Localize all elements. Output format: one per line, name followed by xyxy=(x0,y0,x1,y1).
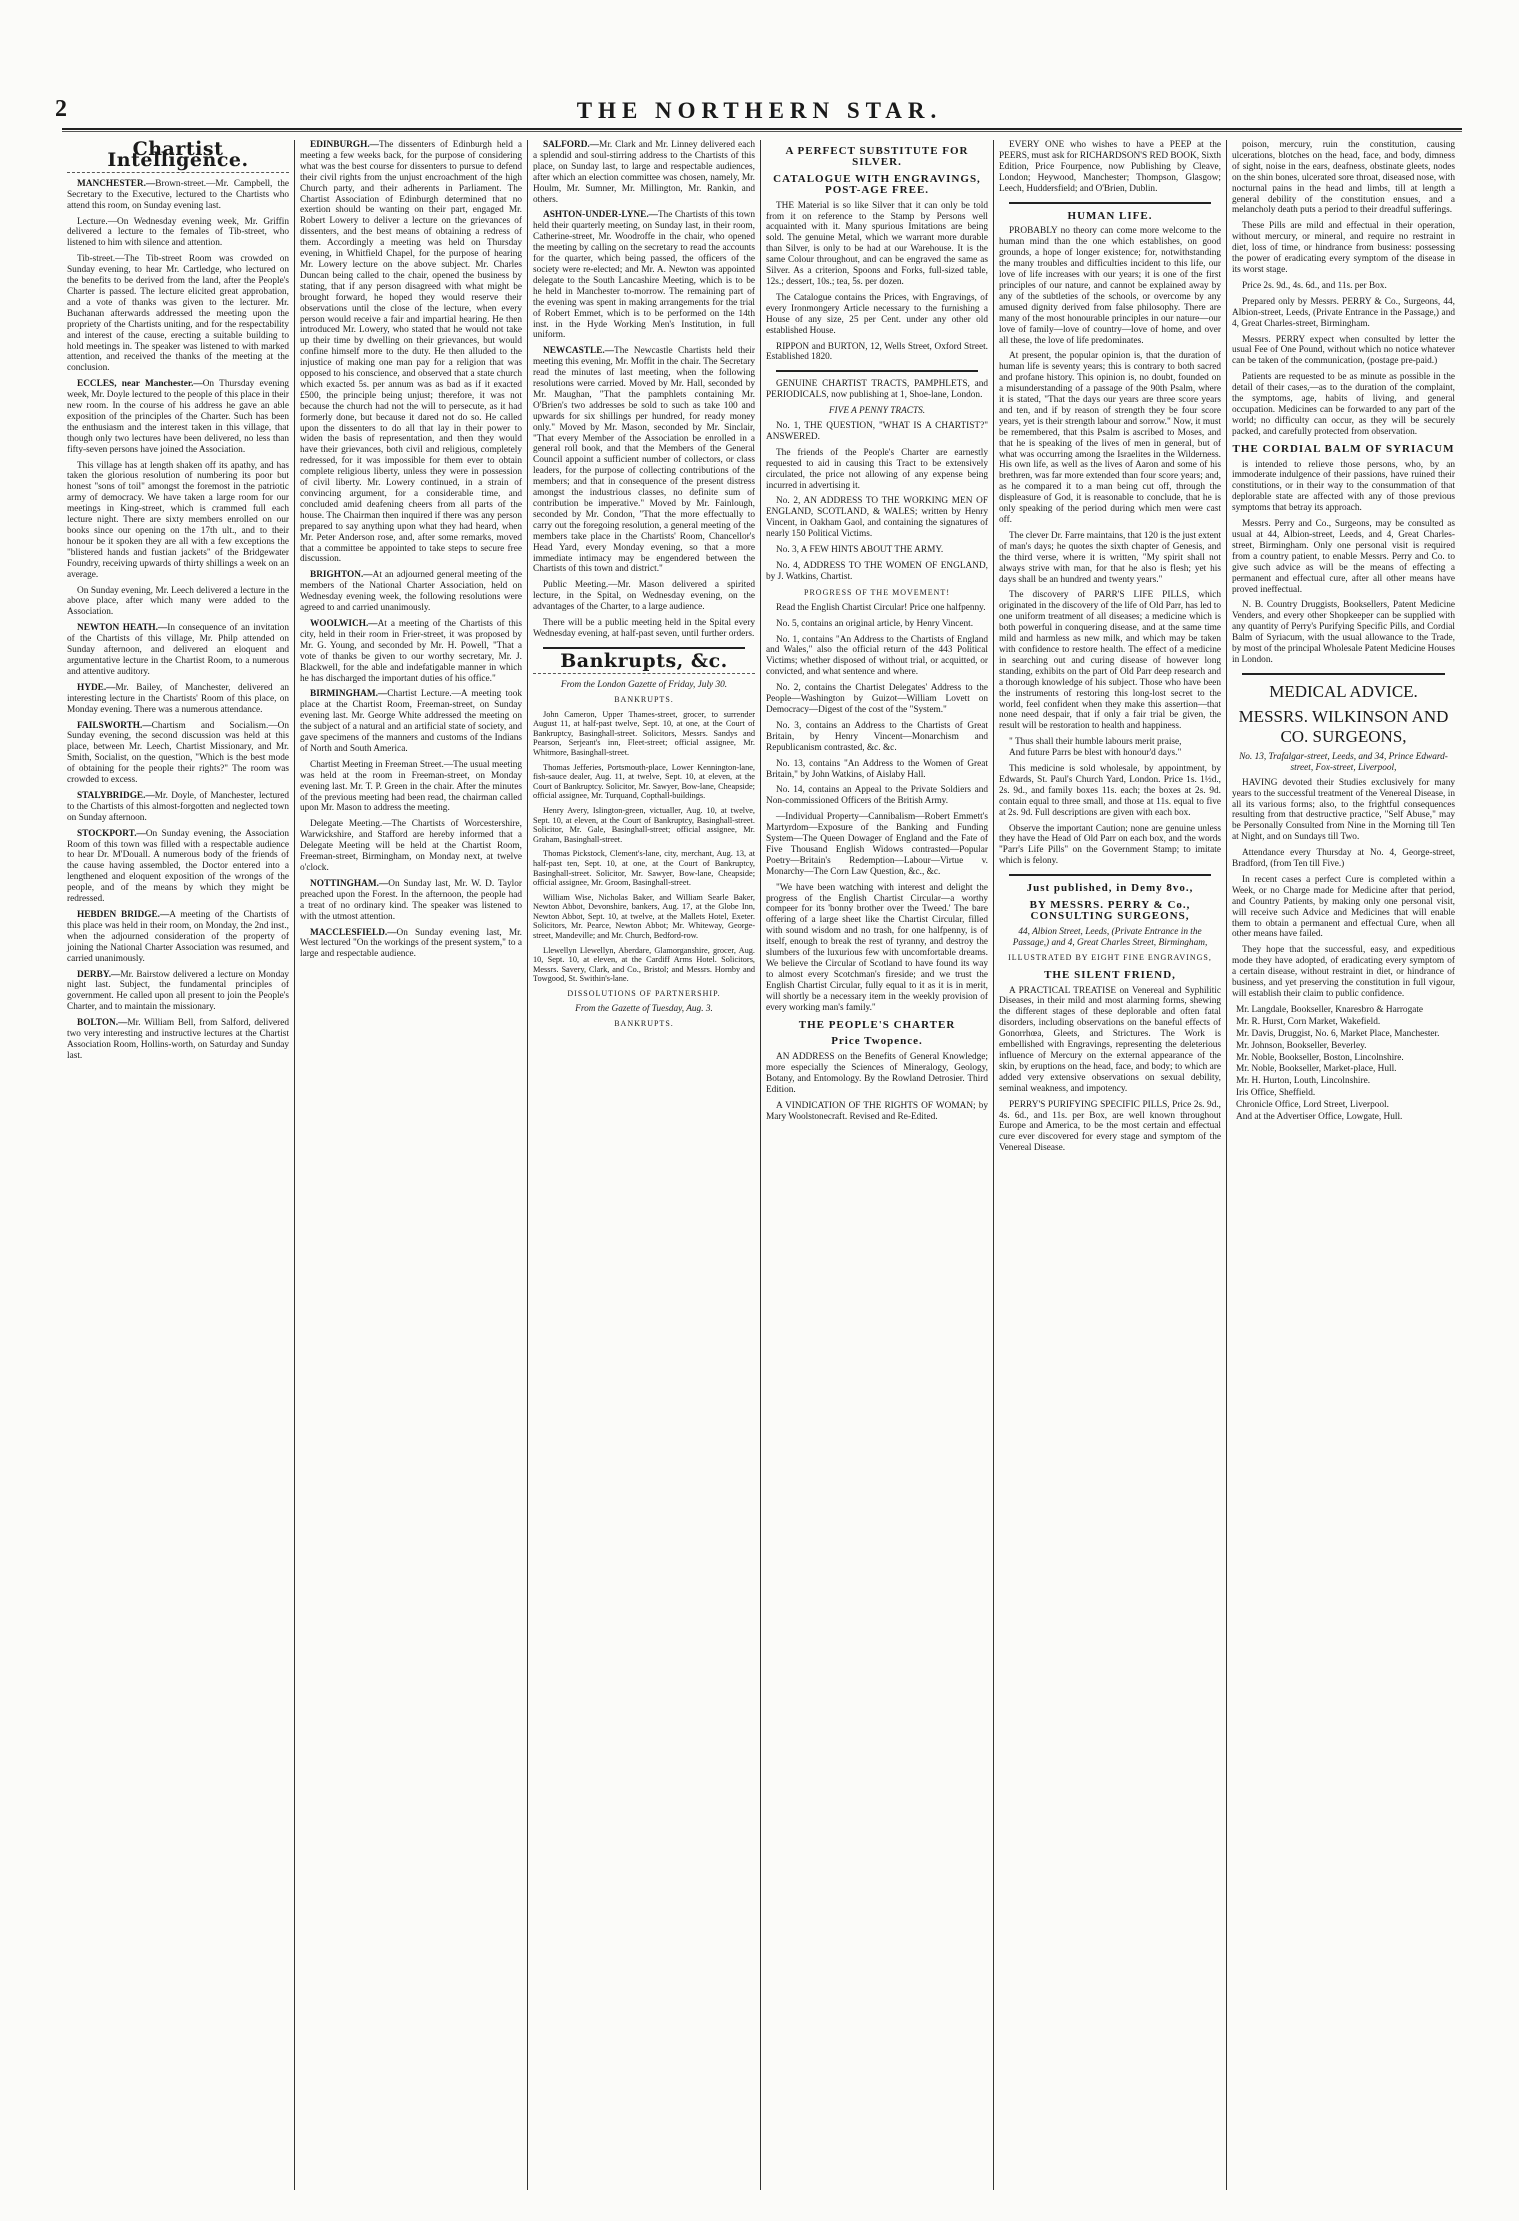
text: PROGRESS OF THE MOVEMENT! xyxy=(804,587,950,597)
text: "We have been watching with interest and delight the progress of the English Chartist Circular—a worthy compeer for its 'bonny brother over the Tweed.' The bare offering of a large sheet like the Chartist Circular, filled with sound wisdom and no trash, for one halfpenny, is of itself, enough to break the rest of tyranny, and destroy the slumbers of the luxurious few with uncomfortable dreams. We believe the Circular of Scotland to have found its way to almost every Scotchman's fireside; and we trust the English Chartist Circular, fully equal to it as it is in merit, will shortly be a necessary item in the weekly provision of every working man's family." xyxy=(766,882,988,1013)
section-heading xyxy=(766,588,988,599)
text: THE Material is so like Silver that it can only be told from it on reference to the Stamp by Persons well acquainted with it. Many spurious Imitations are being sold. The genuine Metal, which we warrant more durable than Silver, is only to be had at our Warehouse. It is the same Colour throughout, and can be engraved the same as Silver. As a criterion, Spoons and Forks, full-sized table, 12s.; dessert, 10s.; tea, 5s. per dozen. xyxy=(766,200,988,287)
article-paragraph xyxy=(999,226,1221,346)
text: THE CORDIAL BALM OF SYRIACUM xyxy=(1232,442,1455,455)
text: EVERY ONE who wishes to have a PEEP at the PEERS, must ask for RICHARDSON'S RED BOOK, Sixth Edition, Price Fourpence, now Publishing by Cleave, London; Heywood, Manchester; Thompson, Glasgow; Leech, Huddersfield; and O'Brien, Dublin. xyxy=(999,140,1221,194)
masthead-rule xyxy=(62,128,1462,132)
article-paragraph xyxy=(1232,281,1455,292)
text: Brown-street.—Mr. Campbell, the Secretary to the Executive, lectured to the Chartists who attend this room, on Sunday evening last. xyxy=(67,178,289,211)
article-paragraph xyxy=(300,928,522,961)
text: Mr. Noble, Bookseller, Market-place, Hull. xyxy=(1236,1064,1397,1075)
text: Iris Office, Sheffield. xyxy=(1236,1088,1316,1099)
text: No. 1, contains "An Address to the Chartists of England and Wales," also the official return of the 443 Political Victims; whether disposed of without trial, or acquitted, or convicted, and what sentence and where. xyxy=(766,634,988,678)
section-heading xyxy=(766,1036,988,1047)
text: BANKRUPTS. xyxy=(614,694,674,704)
text: AN ADDRESS on the Benefits of General Knowledge; more especially the Sciences of Mineralogy, Geology, Botany, and Entomology. By the Rowland Detrosier. Third Edition. xyxy=(766,1052,988,1096)
text: At a meeting of the Chartists of this city, held in their room in Frier-street, it was proposed by Mr. G. Young, and seconded by Mr. H. Powell, "That a vote of thanks be given to our worthy secretary, Mr. J. Blackwell, for the able and indefatigable manner in which he has discharged the important duties of his office." xyxy=(300,618,522,684)
text: This village has at length shaken off its apathy, and has taken the glorious resolution of numbering its poor but honest "sons of toil" amongst the foremost in the patriotic army of democracy. We have taken a large room for our meetings in King-street, which is crammed full each lecture night. There are sixty members enrolled on our books since our opening on the 17th ult., and to their honour be it spoken they are all with a few exceptions the "blistered hands and fustian jackets" of the Bridgewater Foundry, receiving upwards of thirty shillings a week on an average. xyxy=(67,460,289,580)
text: On Sunday evening last, Mr. West lectured "On the workings of the present system," to a large and respectable audience. xyxy=(300,927,522,960)
article-paragraph xyxy=(67,910,289,965)
section-heading xyxy=(533,1004,755,1015)
dateline: NOTTINGHAM.— xyxy=(310,878,389,889)
article-paragraph xyxy=(533,140,755,205)
dateline: ECCLES, near Manchester.— xyxy=(77,379,203,390)
newspaper-masthead: THE NORTHERN STAR. xyxy=(576,98,943,123)
text: Mr. Clark and Mr. Linney delivered each a splendid and soul-stirring address to the Chartists of this place, on Sunday last, to large and respectable audiences, after which an election committee was chosen, namely, Mr. Houlm, Mr. Sumner, Mr. Millington, Mr. Rankin, and others. xyxy=(533,140,755,205)
article-paragraph xyxy=(300,689,522,754)
section-divider xyxy=(1009,874,1211,876)
text: " Thus shall their humble labours merit praise, And future Parrs be blest with honour'd days." xyxy=(1009,737,1182,759)
article-paragraph xyxy=(67,461,289,581)
dateline: ASHTON-UNDER-LYNE.— xyxy=(543,210,658,221)
text: Messrs. Perry and Co., Surgeons, may be consulted as usual at 44, Albion-street, Leeds, and 4, Great Charles-street, Birmingham. Only one personal visit is required from a country patient, to enable Messrs. Perry and Co. to give such advice as will be the means of effecting a permanent and effectual cure, after all other means have proved ineffectual. xyxy=(1232,519,1455,595)
article-paragraph xyxy=(999,590,1221,732)
agent-list-item xyxy=(1232,1029,1455,1040)
text: Mr. Johnson, Bookseller, Beverley. xyxy=(1236,1040,1367,1051)
text: A meeting of the Chartists of this place was held in their room, on Monday, the 2nd inst., when the adjourned consideration of the property of joining the National Charter Association was resumed, and carried unanimously. xyxy=(67,910,289,964)
dateline: STOCKPORT.— xyxy=(77,828,146,839)
article-paragraph xyxy=(67,683,289,716)
article-paragraph xyxy=(533,580,755,613)
text: On Sunday last, Mr. W. D. Taylor preached upon the Forest. In the afternoon, the people had a treat of no ordinary kind. The speaker was listened to with the utmost attention. xyxy=(300,878,522,922)
article-paragraph xyxy=(766,342,988,364)
dateline: WOOLWICH.— xyxy=(310,618,378,629)
text: Chartist Lecture.—A meeting took place at the Chartist Room, Freeman-street, on Sunday evening last. Mr. George White addressed the meeting on the subject of a natural and an artificial state of society, and gave specimens of the manners and customs of the Indians of North and South America. xyxy=(300,689,522,754)
dateline: NEWTON HEATH.— xyxy=(77,623,168,634)
section-heading xyxy=(999,970,1221,981)
section-heading xyxy=(766,406,988,417)
article-paragraph xyxy=(766,1101,988,1123)
article-paragraph xyxy=(766,201,988,288)
article-paragraph xyxy=(1232,600,1455,665)
text: From the London Gazette of Friday, July 30. xyxy=(560,679,728,690)
article-paragraph xyxy=(300,619,522,684)
text: Chartist Meeting in Freeman Street.—The usual meeting was held at the room in Freeman-street, on Monday evening last. Mr. T. P. Green in the chair. After the minutes of the previous meeting had been read, the chairman called upon Mr. Mason to address the meeting. xyxy=(300,759,522,814)
text: Messrs. PERRY expect when consulted by letter the usual Fee of One Pound, without which no notice whatever can be taken of the communication, (postage pre-paid.) xyxy=(1232,334,1455,367)
text: GENUINE CHARTIST TRACTS, PAMPHLETS, and PERIODICALS, now publishing at 1, Shoe-lane, London. xyxy=(766,379,988,401)
dateline: MANCHESTER.— xyxy=(77,178,156,189)
column-4 xyxy=(761,140,994,2190)
text: Public Meeting.—Mr. Mason delivered a spirited lecture, in the Spital, on Wednesday evening, on the advantages of the Charter, to a large audience. xyxy=(533,580,755,613)
section-heading xyxy=(533,989,755,1000)
article-paragraph xyxy=(533,618,755,640)
text: BANKRUPTS. xyxy=(614,1018,674,1028)
dashed-divider xyxy=(67,172,289,173)
article-paragraph xyxy=(1232,519,1455,595)
article-paragraph xyxy=(67,970,289,1014)
article-paragraph xyxy=(67,1018,289,1062)
article-paragraph xyxy=(766,496,988,540)
text: On Sunday evening, Mr. Leech delivered a lecture in the above place, after which many were added to the Association. xyxy=(67,585,289,618)
article-paragraph xyxy=(533,806,755,844)
text: The friends of the People's Charter are earnestly requested to aid in causing this Tract to be extensively circulated, the price not allowing of any expense being incurred in advertising it. xyxy=(766,447,988,491)
text: FIVE A PENNY TRACTS. xyxy=(828,406,926,417)
article-paragraph xyxy=(1232,335,1455,368)
text: Chartist Intelligence. xyxy=(107,140,249,171)
article-paragraph xyxy=(300,819,522,874)
text: Llewellyn Llewellyn, Aberdare, Glamorganshire, grocer, Aug. 10, Sept. 10, at eleven, at the Cardiff Arms Hotel. Solicitors, Messrs. Savery, Clark, and Co., Bristol; and Messrs. Hornby and Towgood, St. Swithin's-lane. xyxy=(533,945,755,984)
text: PERRY'S PURIFYING SPECIFIC PILLS, Price 2s. 9d., 4s. 6d., and 11s. per Box, are well known throughout Europe and America, to be the most certain and effectual cure ever discovered for every stage and symptom of the Venereal Disease. xyxy=(999,1099,1221,1154)
section-divider xyxy=(543,647,745,649)
dateline: HYDE.— xyxy=(77,682,116,693)
article-paragraph xyxy=(300,570,522,614)
section-divider xyxy=(776,370,978,372)
agent-list-item xyxy=(1232,1041,1455,1052)
article-paragraph xyxy=(1232,778,1455,843)
text: William Wise, Nicholas Baker, and William Searle Baker, Newton Abbot, Devonshire, bankers, Aug. 17, at the Globe Inn, Newton Abbot, Sept. 10, at twelve, at the Mallets Hotel, Exeter. Solicitors, Mr. Pearce, Newton Abbot; Mr. Whiteway, George-street, Mandeville; and Mr. Church, Bedford-row. xyxy=(533,892,755,941)
text: Thomas Pickstock, Clement's-lane, city, merchant, Aug. 13, at half-past ten, Sept. 10, at one, at the Court of Bankruptcy, Basinghall-street. Solicitor, Mr. Sawyer, Bow-lane, Cheapside; official assignee, Mr. Groom, Basinghall-street. xyxy=(533,849,755,888)
text: No. 13, Trafalgar-street, Leeds, and 34, Prince Edward-street, Fox-street, Liverpool, xyxy=(1239,751,1448,773)
article-paragraph xyxy=(766,379,988,401)
dateline: BRIGHTON.— xyxy=(310,570,373,581)
article-paragraph xyxy=(533,346,755,575)
column-2 xyxy=(295,140,528,2190)
article-paragraph xyxy=(533,210,755,341)
text: No. 14, contains an Appeal to the Private Soldiers and Non-commissioned Officers of the British Army. xyxy=(766,785,988,807)
text: No. 4, ADDRESS TO THE WOMEN OF ENGLAND, by J. Watkins, Chartist. xyxy=(766,561,988,582)
agent-list-item xyxy=(1232,1076,1455,1087)
text: And at the Advertiser Office, Lowgate, Hull. xyxy=(1236,1112,1403,1123)
article-paragraph xyxy=(300,879,522,923)
article-paragraph xyxy=(1232,372,1455,437)
article-paragraph xyxy=(766,603,988,614)
text: Mr. H. Hurton, Louth, Lincolnshire. xyxy=(1236,1076,1371,1087)
text: On Sunday evening, the Association Room of this town was filled with a respectable audience to hear Dr. M'Douall. A numerous body of the friends of the cause having assembled, the Doctor entered into a lengthened and eloquent exposition of the wrongs of the people, and of the means by which they might be redressed. xyxy=(67,828,289,905)
text: Price Twopence. xyxy=(831,1035,923,1048)
text: The clever Dr. Farre maintains, that 120 is the just extent of man's days; he quotes the sixth chapter of Genesis, and the third verse, where it is written, "My spirit shall not always strive with man, for that he also is flesh; yet his days shall be an hundred and twenty years." xyxy=(999,530,1221,585)
text: There will be a public meeting held in the Spital every Wednesday evening, at half-past seven, until further orders. xyxy=(533,618,755,639)
section-heading xyxy=(766,146,988,168)
article-paragraph xyxy=(67,791,289,824)
text: is intended to relieve those persons, who, by an immoderate indulgence of their passions, have ruined their constitutions, or in their way to the consummation of that deplorable state are affected with any of those previous symptoms that betray its approach. xyxy=(1232,459,1455,514)
agent-list-item xyxy=(1232,1100,1455,1111)
text: Just published, in Demy 8vo., xyxy=(1026,882,1194,895)
article-paragraph xyxy=(999,824,1221,868)
text: Chronicle Office, Lord Street, Liverpool. xyxy=(1236,1100,1389,1111)
text: In consequence of an invitation of the Chartists of this village, Mr. Philp attended on Sunday afternoon, and delivered an eloquent and argumentative lecture in the Chartist Room, to a numerous and attentive auditory. xyxy=(67,623,289,677)
article-paragraph xyxy=(999,1100,1221,1155)
text: In recent cases a perfect Cure is completed within a Week, or no Charge made for Medicine after that period, and Country Patients, by making only one personal visit, will receive such Advice and Medicines that will enable them to obtain a permanent and effectual Cure, when all other means have failed. xyxy=(1232,874,1455,940)
section-heading xyxy=(67,140,289,171)
article-paragraph xyxy=(300,760,522,815)
agent-list-item xyxy=(1232,1053,1455,1064)
text: Read the English Chartist Circular! Price one halfpenny. xyxy=(776,602,986,613)
text: THE SILENT FRIEND, xyxy=(1044,968,1176,981)
text: Thomas Jefferies, Portsmouth-place, Lower Kennington-lane, fish-sauce dealer, Aug. 11, at twelve, Sept. 10, at eleven, at the Court of Bankruptcy. Solicitor, Mr. Sawyer, Bow-lane, Cheapside; official assignee, Mr. Turquand, Copthall-buildings. xyxy=(533,762,755,801)
section-heading xyxy=(999,927,1221,949)
text: Prepared only by Messrs. PERRY & Co., Surgeons, 44, Albion-street, Leeds, (Private Entrance in the Passage,) and 4, Great Charles-street, Birmingham. xyxy=(1232,296,1455,329)
section-heading xyxy=(766,174,988,196)
article-paragraph xyxy=(766,883,988,1014)
text: At present, the popular opinion is, that the duration of human life is seventy years; this is contrary to both sacred and profane history. This opinion is, no doubt, founded on a misunderstanding of a passage of the 90th Psalm, where it is stated, "That the days our years are three score years and ten, and if by reason of strength they be four score years, yet is their strength labour and sorrow." Now, it must be remembered, that this Psalm is ascribed to Moses, and that he is speaking of the lives of men in general, but of what was occurring among the Israelites in the Wilderness. His own life, as well as the lives of Aaron and some of his brethren, was far more extended than four score years; and, as he compared it to a man being cut off, through the displeasure of God, it is reasonable to conclude, that he is only speaking of the period during which men were cast off. xyxy=(999,351,1221,525)
dateline: MACCLESFIELD.— xyxy=(310,927,397,938)
text: Mr. Bairstow delivered a lecture on Monday night last. Subject, the fundamental principles of government. He called upon all present to join the People's Charter, and to maintain the missionary. xyxy=(67,969,289,1013)
text: 44, Albion Street, Leeds, (Private Entrance in the Passage,) and 4, Great Charles Street, Birmingham, xyxy=(1012,926,1208,948)
text: PROBABLY no theory can come more welcome to the human mind than the one which establishes, on good grounds, a hope of longer existence; for, notwithstanding the many troubles and difficulties incident to this life, our love of life increases with our years; it is one of the first principles of our nature, and cannot be explained away by any of the subtleties of the schools, or overcome by any amused dignity derived from false philosophy. There are many of the most honourable principles in our nature—our love of family—love of country—love of home, and over all these, the love of life predominates. xyxy=(999,226,1221,346)
text: Mr. Bailey, of Manchester, delivered an interesting lecture in the Chartists' Room of this place, on Monday evening. There was a numerous attendance. xyxy=(67,682,289,715)
text: Mr. Noble, Bookseller, Boston, Lincolnshire. xyxy=(1236,1052,1404,1063)
article-paragraph xyxy=(999,764,1221,819)
article-paragraph xyxy=(1232,945,1455,1000)
article-paragraph xyxy=(766,619,988,630)
agent-list-item xyxy=(1232,1064,1455,1075)
section-heading xyxy=(533,680,755,691)
agent-list-item xyxy=(1232,1017,1455,1028)
text: Observe the important Caution; none are genuine unless they have the Head of Old Parr on each box, and the words "Parr's Life Pills" on the Government Stamp; to imitate which is felony. xyxy=(999,823,1221,867)
dateline: EDINBURGH.— xyxy=(310,140,379,150)
text: John Cameron, Upper Thames-street, grocer, to surrender August 11, at half-past twelve, Sept. 10, at one, at the Court of Bankruptcy, Basinghall-street. Solicitors, Messrs. Sandys and Pearson, Serjeant's inn, Fleet-street; official assignee, Mr. Whitmore, Basinghall-street. xyxy=(533,709,755,757)
text: Mr. Doyle, of Manchester, lectured to the Chartists of this almost-forgotten and neglected town on Sunday afternoon. xyxy=(67,790,289,823)
article-paragraph xyxy=(766,545,988,556)
text: The Chartists of this town held their quarterly meeting, on Sunday last, in their room, Catherine-street, Mr. Woodroffe in the chair, who opened the meeting by calling on the secretary to read the accounts for the quarter, which being passed, the officers of the society were re-elected; and Mr. A. Newton was appointed delegate to the South Lancashire Meeting, which is to be he held in Manchester to-morrow. The remaining part of the evening was spent in making arrangements for the trial of Robert Emmet, which is to be performed on the 14th inst. in the Hyde Working Men's Institution, in full uniform. xyxy=(533,210,755,341)
section-heading xyxy=(999,211,1221,222)
text: Lecture.—On Wednesday evening week, Mr. Griffin delivered a lecture to the females of Tib-street, who listened to him with silence and attention. xyxy=(67,216,289,249)
text: The dissenters of Edinburgh held a meeting a few weeks back, for the purpose of considering what was the best course for dissenters to pursue to defend their civil rights from the unjust encroachment of the high Church party, and their adherents in Parliament. The Chartist Association of Edinburgh determined that no exertion should be wanting on their part, engaged Mr. Robert Lowery to deliver a lecture on the grievances of dissenters, and the best means of obtaining a redress of them. Accordingly a meeting was held on Thursday evening, in Whitfield Chapel, for the purpose of hearing Mr. Lowery lecture on the above subject. Mr. Charles Duncan being called to the chair, opened the business by stating, that if any person disagreed with what might be brought forward, he hoped they would reserve their observations until the close of the lecture, when every person would receive a fair and impartial hearing. He then introduced Mr. Lowery, who stated that he would not take up their time by dwelling on their grievances, but would confine himself more to the duty. He then alluded to the injustice of making one man pay for a religion that was opposed to his conscience, and observed that a state church which exacted 5s. per annum was as bad as if it exacted £500, the principle being unjust; therefore, it was not because the church had not the will to persecute, as it had formerly done, but because it dared not do so. He called upon the dissenters to do all that lay in their power to widen the basis of representation, and then they would have their grievances, both civil and religious, completely redressed, for it was impossible for them ever to obtain complete religious liberty, unless they were in possession of civil liberty. Mr. Lowery continued, in a strain of convincing argument, for a considerable time, and concluded amid deafening cheers from all parts of the house. The Chairman then inquired if there was any person prepared to say anything upon what they had heard, when Mr. Peter Anderson rose, and, after some remarks, moved that a committee be appointed to take steps to secure free discussion. xyxy=(300,140,522,565)
section-heading xyxy=(533,649,755,672)
column-6 xyxy=(1227,140,1460,2190)
article-paragraph xyxy=(766,561,988,583)
text: No. 2, contains the Chartist Delegates' Address to the People—Washington by Guizot—William Lovett on Democracy—Digest of the cost of the "System." xyxy=(766,683,988,715)
text: Mr. R. Hurst, Corn Market, Wakefield. xyxy=(1236,1016,1381,1027)
article-paragraph xyxy=(1232,875,1455,940)
dateline: STALYBRIDGE.— xyxy=(77,790,155,801)
text: Mr. Davis, Druggist, No. 6, Market Place, Manchester. xyxy=(1236,1028,1440,1039)
article-paragraph xyxy=(999,351,1221,526)
article-paragraph xyxy=(766,759,988,781)
section-divider xyxy=(1242,673,1445,675)
agent-list-item xyxy=(1232,1112,1455,1123)
article-paragraph xyxy=(533,893,755,941)
text: Tib-street.—The Tib-street Room was crowded on Sunday evening, to hear Mr. Cartledge, who lectured on the benefits to be derived from the land, after the People's Charter is passed. The lecture elicited great approbation, and a vote of thanks was given to the lecturer. Mr. Buchanan afterwards addressed the meeting upon the propriety of the Chartists uniting, and for the respectability and interest of the cause, erecting a suitable building to hold meetings in. The speaker was listened to with marked attention, and received the thanks of the meeting at the conclusion. xyxy=(67,254,289,374)
text: They hope that the successful, easy, and expeditious mode they have adopted, of eradicating every symptom of a certain disease, without restraint in diet, or hindrance of business, and yet preserving the constitution in full vigour, will establish their claim to public confidence. xyxy=(1232,945,1455,999)
text: CATALOGUE WITH ENGRAVINGS, POST-AGE FREE. xyxy=(773,172,981,196)
text: MEDICAL ADVICE. xyxy=(1269,681,1418,701)
section-heading xyxy=(533,695,755,706)
article-paragraph xyxy=(999,140,1221,195)
text: No. 1, THE QUESTION, "WHAT IS A CHARTIST?" ANSWERED. xyxy=(766,421,988,442)
article-paragraph xyxy=(67,721,289,786)
article-paragraph xyxy=(766,421,988,443)
text: No. 3, A FEW HINTS ABOUT THE ARMY. xyxy=(776,545,944,556)
text: N. B. Country Druggists, Booksellers, Patent Medicine Venders, and every other Shopkeeper can be supplied with any quantity of Perry's Purifying Specific Pills, and Cordial Balm of Syriacum, with the usual allowance to the Trade, by most of the principal Wholesale Patent Medicine Houses in London. xyxy=(1232,600,1455,665)
section-heading xyxy=(1232,444,1455,455)
text: Chartism and Socialism.—On Sunday evening, the second discussion was held at this place, between Mr. Leech, Chartist Missionary, and Mr. Smith, Socialist, on the question, "Which is the best mode of obtaining for the people their rights?" The room was crowded to excess. xyxy=(67,720,289,786)
article-paragraph xyxy=(999,986,1221,1095)
article-paragraph xyxy=(533,710,755,758)
text: The Catalogue contains the Prices, with Engravings, of every Ironmongery Article necessary to the furnishing a House of any size, 25 per Cent. under any other old established House. xyxy=(766,292,988,336)
text: A PERFECT SUBSTITUTE FOR SILVER. xyxy=(785,145,969,168)
section-divider xyxy=(1009,202,1211,204)
text: No. 5, contains an original article, by Henry Vincent. xyxy=(776,618,974,629)
dateline: SALFORD.— xyxy=(543,140,600,150)
article-paragraph xyxy=(533,763,755,801)
text: A VINDICATION OF THE RIGHTS OF WOMAN; by Mary Woolstonecraft. Revised and Re-Edited. xyxy=(766,1100,988,1122)
article-paragraph xyxy=(533,946,755,984)
text: No. 3, contains an Address to the Chartists of Great Britain, by Henry Vincent—Monarchism and Republicanism contrasted, &c. &c. xyxy=(766,720,988,753)
article-paragraph xyxy=(67,379,289,455)
article-paragraph xyxy=(1232,221,1455,276)
article-paragraph xyxy=(999,531,1221,586)
dateline: FAILSWORTH.— xyxy=(77,720,152,731)
article-paragraph xyxy=(533,849,755,887)
text: MESSRS. WILKINSON AND CO. SURGEONS, xyxy=(1238,706,1449,746)
article-paragraph xyxy=(766,1052,988,1096)
article-paragraph xyxy=(67,254,289,374)
text: Patients are requested to be as minute as possible in the detail of their cases,—as to the duration of the complaint, the symptoms, age, habits of living, and general occupation. Medicines can be forwarded to any part of the world; no difficulty can occur, as they will be securely packed, and carefully protected from observation. xyxy=(1232,372,1455,437)
dateline: BOLTON.— xyxy=(77,1018,128,1029)
text: DISSOLUTIONS OF PARTNERSHIP. xyxy=(567,989,721,999)
text: The discovery of PARR'S LIFE PILLS, which originated in the discovery of the life of Old Parr, has led to one uniform treatment of all diseases; a medicine which is both powerful in conquering disease, and at the same time mild and harmless as new milk, and which may be taken with confidence to restore health. The effect of a medicine in searching out and curing disease of however long standing, exhibits on the part of Old Parr deep research and a thorough knowledge of his subject. Those who have been the instruments of restoring this long-lost secret to the world, feel confident when they make this assertion—that none need despair, that if only a fair trial be given, the result will be restoration to health and happiness. xyxy=(999,590,1221,732)
text: RIPPON and BURTON, 12, Wells Street, Oxford Street. Established 1820. xyxy=(766,341,988,363)
dateline: HEBDEN BRIDGE.— xyxy=(77,910,170,920)
column-3 xyxy=(528,140,761,2190)
article-paragraph xyxy=(67,179,289,212)
article-paragraph xyxy=(766,293,988,337)
section-heading xyxy=(533,1019,755,1030)
text: Henry Avery, Islington-green, victualler, Aug. 10, at twelve, Sept. 10, at eleven, at the Court of Bankruptcy, Basinghall-street. Solicitor, Mr. Gale, Basinghall-street; official assignee, Mr. Graham, Basinghall-street. xyxy=(533,805,755,844)
section-heading xyxy=(999,900,1221,922)
section-heading xyxy=(1232,707,1455,747)
text: Mr. William Bell, from Salford, delivered two very interesting and instructive lectures at the Chartist Association Room, Hollins-worth, on Saturday and Sunday last. xyxy=(67,1018,289,1061)
column-5 xyxy=(994,140,1227,2190)
text: ILLUSTRATED BY EIGHT FINE ENGRAVINGS, xyxy=(1008,952,1212,962)
text: BY MESSRS. PERRY & Co., CONSULTING SURGEONS, xyxy=(1029,899,1191,922)
article-paragraph xyxy=(67,217,289,250)
newspaper-columns xyxy=(62,140,1462,2190)
section-heading xyxy=(1232,752,1455,774)
section-heading xyxy=(999,737,1221,759)
article-paragraph xyxy=(1232,297,1455,330)
text: At an adjourned general meeting of the members of the National Charter Association, held on Wednesday evening week, the following resolutions were agreed to and carried unanimously. xyxy=(300,570,522,614)
text: The Newcastle Chartists held their meeting this evening, Mr. Moffit in the chair. The Secretary read the minutes of last meeting, when the following resolutions were carried. Moved by Mr. Hall, seconded by Mr. Maughan, "That the pamphlets containing Mr. O'Brien's two addresses be sold to such as take 100 and upwards for six shillings per hundred, for ready money only." Moved by Mr. Mason, seconded by Mr. Sinclair, "That every Member of the Association be enrolled in a general roll book, and that the Members of the General Council appoint a sufficient number of collectors, or class leaders, for the purpose of collecting contributions of the members; and that in consequence of the present distress amongst the industrious classes, no definite sum of contribution be imperative." Moved by Mr. Fainlough, seconded by Mr. Condon, "That the more effectually to carry out the foregoing resolution, a general meeting of the members take place in the Chartists' Room, Chancellor's Head Yard, every Monday evening, so that a more immediate intimacy may be engendered between the Chartists of this town and district." xyxy=(533,346,755,575)
article-paragraph xyxy=(67,829,289,905)
text: —Individual Property—Cannibalism—Robert Emmett's Martyrdom—Exposure of the Banking and Funding System—The Queen Dowager of England and the Fate of Five Thousand English Widows contrasted—Popular Poetry—Britain's Redemption—Labour—Virtue v. Monarchy—The Corn Law Question, &c., &c. xyxy=(766,812,988,877)
text: HAVING devoted their Studies exclusively for many years to the successful treatment of the Venereal Disease, in all its various forms; also, to the frightful consequences resulting from that destructive practice, "Self Abuse," may be Personally Consulted from Nine in the Morning till Ten at Night, and on Sundays till Two. xyxy=(1232,777,1455,843)
article-paragraph xyxy=(766,812,988,877)
column-1 xyxy=(62,140,295,2190)
dateline: DERBY.— xyxy=(77,969,121,980)
text: Mr. Langdale, Bookseller, Knaresbro & Harrogate xyxy=(1236,1004,1424,1015)
article-paragraph xyxy=(67,623,289,678)
article-paragraph xyxy=(300,140,522,565)
section-heading xyxy=(1232,682,1455,702)
article-paragraph xyxy=(766,721,988,754)
text: HUMAN LIFE. xyxy=(1067,209,1153,222)
article-paragraph xyxy=(1232,140,1455,216)
text: Price 2s. 9d., 4s. 6d., and 11s. per Box. xyxy=(1242,280,1387,291)
page-number: 2 xyxy=(55,96,67,122)
agent-list-item xyxy=(1232,1088,1455,1099)
text: Attendance every Thursday at No. 4, George-street, Bradford, (from Ten till Five.) xyxy=(1232,848,1455,870)
text: Bankrupts, &c. xyxy=(560,649,728,672)
text: This medicine is sold wholesale, by appointment, by Edwards, St. Paul's Church Yard, London. Price 1s. 1½d., 2s. 9d., and family boxes 11s. each; the boxes at 2s. 9d. contain equal to three small, and those at 11s. equal to five at 2s. 9d. Full descriptions are given with each box. xyxy=(999,764,1221,818)
dashed-divider xyxy=(533,673,755,674)
article-paragraph xyxy=(1232,460,1455,515)
text: THE PEOPLE'S CHARTER xyxy=(798,1018,956,1031)
article-paragraph xyxy=(766,635,988,679)
text: No. 13, contains "An Address to the Women of Great Britain," by John Watkins, of Aislaby Hall. xyxy=(766,758,988,780)
text: From the Gazette of Tuesday, Aug. 3. xyxy=(575,1003,713,1014)
section-heading xyxy=(999,953,1221,964)
text: poison, mercury, ruin the constitution, causing ulcerations, blotches on the head, face, and body, dimness of sight, noise in the ears, deafness, obstinate gleets, nodes on the shin bones, ulcerated sore throat, diseased nose, with nocturnal pains in the head and limbs, till at length a general debility of the constitution ensues, and a melancholy death puts a period to their dreadful sufferings. xyxy=(1232,140,1455,216)
section-heading xyxy=(766,1020,988,1031)
dateline: BIRMINGHAM.— xyxy=(310,689,388,700)
dateline: NEWCASTLE.— xyxy=(543,346,615,357)
article-paragraph xyxy=(1232,848,1455,870)
article-paragraph xyxy=(67,586,289,619)
section-heading xyxy=(999,883,1221,894)
agent-list-item xyxy=(1232,1005,1455,1016)
article-paragraph xyxy=(766,448,988,492)
text: A PRACTICAL TREATISE on Venereal and Syphilitic Diseases, in their mild and most alarming forms, shewing the different stages of these deplorable and often fatal disorders, including observations on the baneful effects of Gonorrhœa, Gleets, and Strictures. The Work is embellished with Engravings, representing the deleterious influence of Mercury on the external appearance of the skin, by eruptions on the head, face, and body; to which are added very extensive observations on sexual debility, seminal weakness, and impotency. xyxy=(999,985,1221,1094)
article-paragraph xyxy=(766,683,988,716)
text: On Thursday evening week, Mr. Doyle lectured to the people of this place in their new room. In the course of his address he gave an able exposition of the principles of the Charter. Such has been the enthusiasm and the interest taken in this village, that though only two lectures have been delivered, no less than fifty-seven persons have joined the Association. xyxy=(67,379,289,455)
article-paragraph xyxy=(766,785,988,807)
text: No. 2, AN ADDRESS TO THE WORKING MEN OF ENGLAND, SCOTLAND, & WALES; written by Henry Vincent, in Oakham Gaol, and containing the signatures of nearly 150 Political Victims. xyxy=(766,496,988,540)
text: These Pills are mild and effectual in their operation, without mercury, or mineral, and require no restraint in diet, loss of time, or hindrance from business: possessing the power of eradicating every symptom of the disease in its worst stage. xyxy=(1232,221,1455,275)
text: Delegate Meeting.—The Chartists of Worcestershire, Warwickshire, and Stafford are hereby informed that a Delegate Meeting will be held at the Chartist Room, Freeman-street, Birmingham, on Monday next, at twelve o'clock. xyxy=(300,819,522,873)
